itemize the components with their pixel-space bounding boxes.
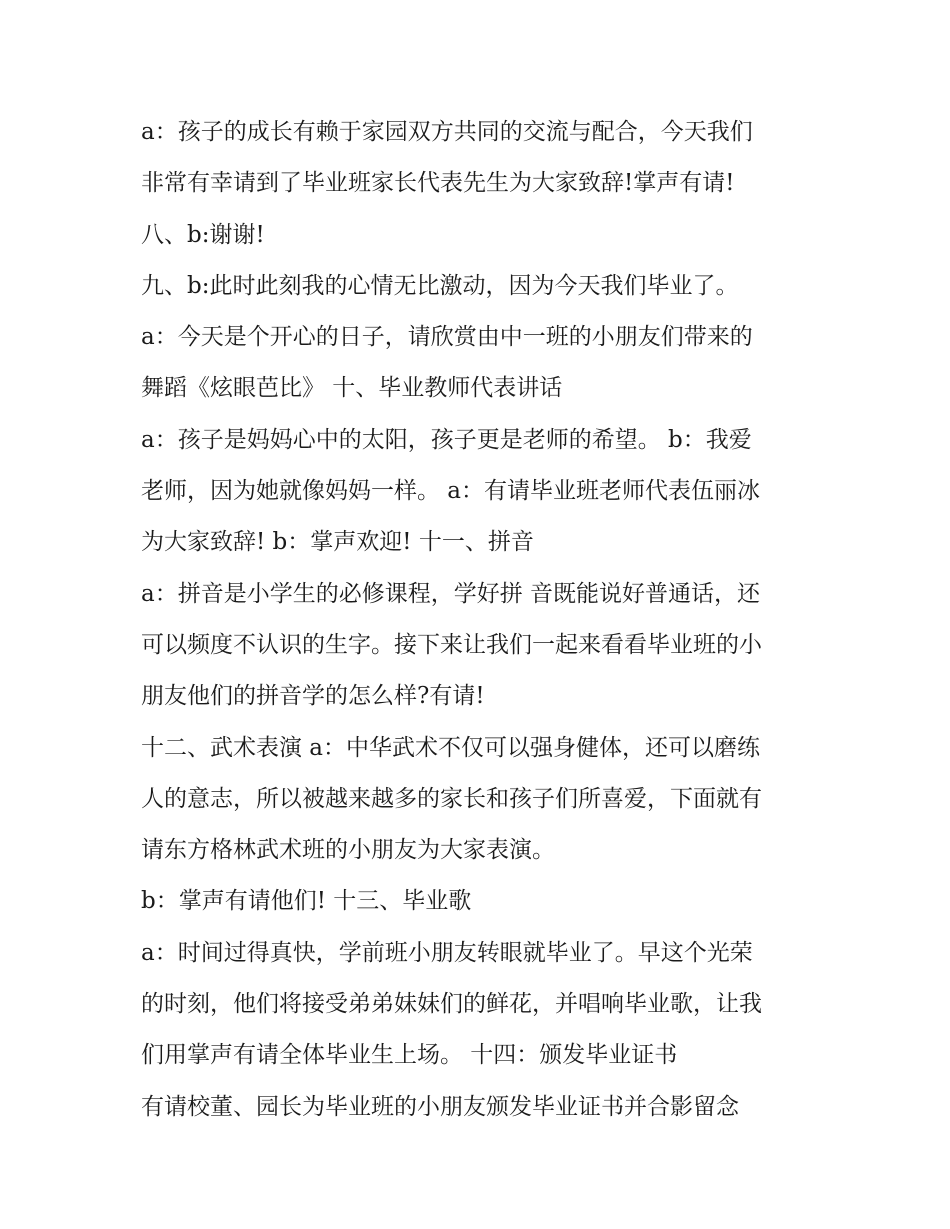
text-line: 请东方格林武术班的小朋友为大家表演。 (141, 837, 555, 864)
text-line: 老师，因为她就像妈妈一样。 a：有请毕业班老师代表伍丽冰 (141, 478, 761, 505)
text-line: 非常有幸请到了毕业班家长代表先生为大家致辞!掌声有请! (141, 170, 735, 197)
text-line: 们用掌声有请全体毕业生上场。 十四：颁发毕业证书 (141, 1042, 678, 1069)
text-line: 可以频度不认识的生字。接下来让我们一起来看看毕业班的小 (141, 631, 762, 658)
text-line: 人的意志，所以被越来越多的家长和孩子们所喜爱，下面就有 (141, 785, 762, 812)
text-line: 的时刻，他们将接受弟弟妹妹们的鲜花，并唱响毕业歌，让我 (141, 991, 762, 1018)
text-line: a：孩子是妈妈心中的太阳，孩子更是老师的希望。 b：我爱 (141, 426, 752, 453)
text-line: a：孩子的成长有赖于家园双方共同的交流与配合，今天我们 (141, 119, 753, 145)
text-line: 有请校董、园长为毕业班的小朋友颁发毕业证书并合影留念 (141, 1093, 739, 1120)
text-line: a：今天是个开心的日子，请欣赏由中一班的小朋友们带来的 (141, 324, 753, 351)
text-line: 为大家致辞! b：掌声欢迎! 十一、拼音 (141, 529, 534, 556)
text-line: a：拼音是小学生的必修课程，学好拼 音既能说好普通话，还 (141, 580, 761, 607)
text-line: 八、b:谢谢! (141, 221, 265, 248)
text-line: 朋友他们的拼音学的怎么样?有请! (141, 683, 485, 710)
document-text (141, 107, 831, 1133)
text-line: b：掌声有请他们! 十三、毕业歌 (141, 888, 472, 915)
text-line: 十二、武术表演 a：中华武术不仅可以强身健体，还可以磨练 (141, 734, 761, 761)
text-line: 舞蹈《炫眼芭比》 十、毕业教师代表讲话 (141, 375, 563, 402)
text-line: 九、b:此时此刻我的心情无比激动，因为今天我们毕业了。 (141, 272, 739, 299)
text-line: a：时间过得真快，学前班小朋友转眼就毕业了。早这个光荣 (141, 939, 753, 966)
